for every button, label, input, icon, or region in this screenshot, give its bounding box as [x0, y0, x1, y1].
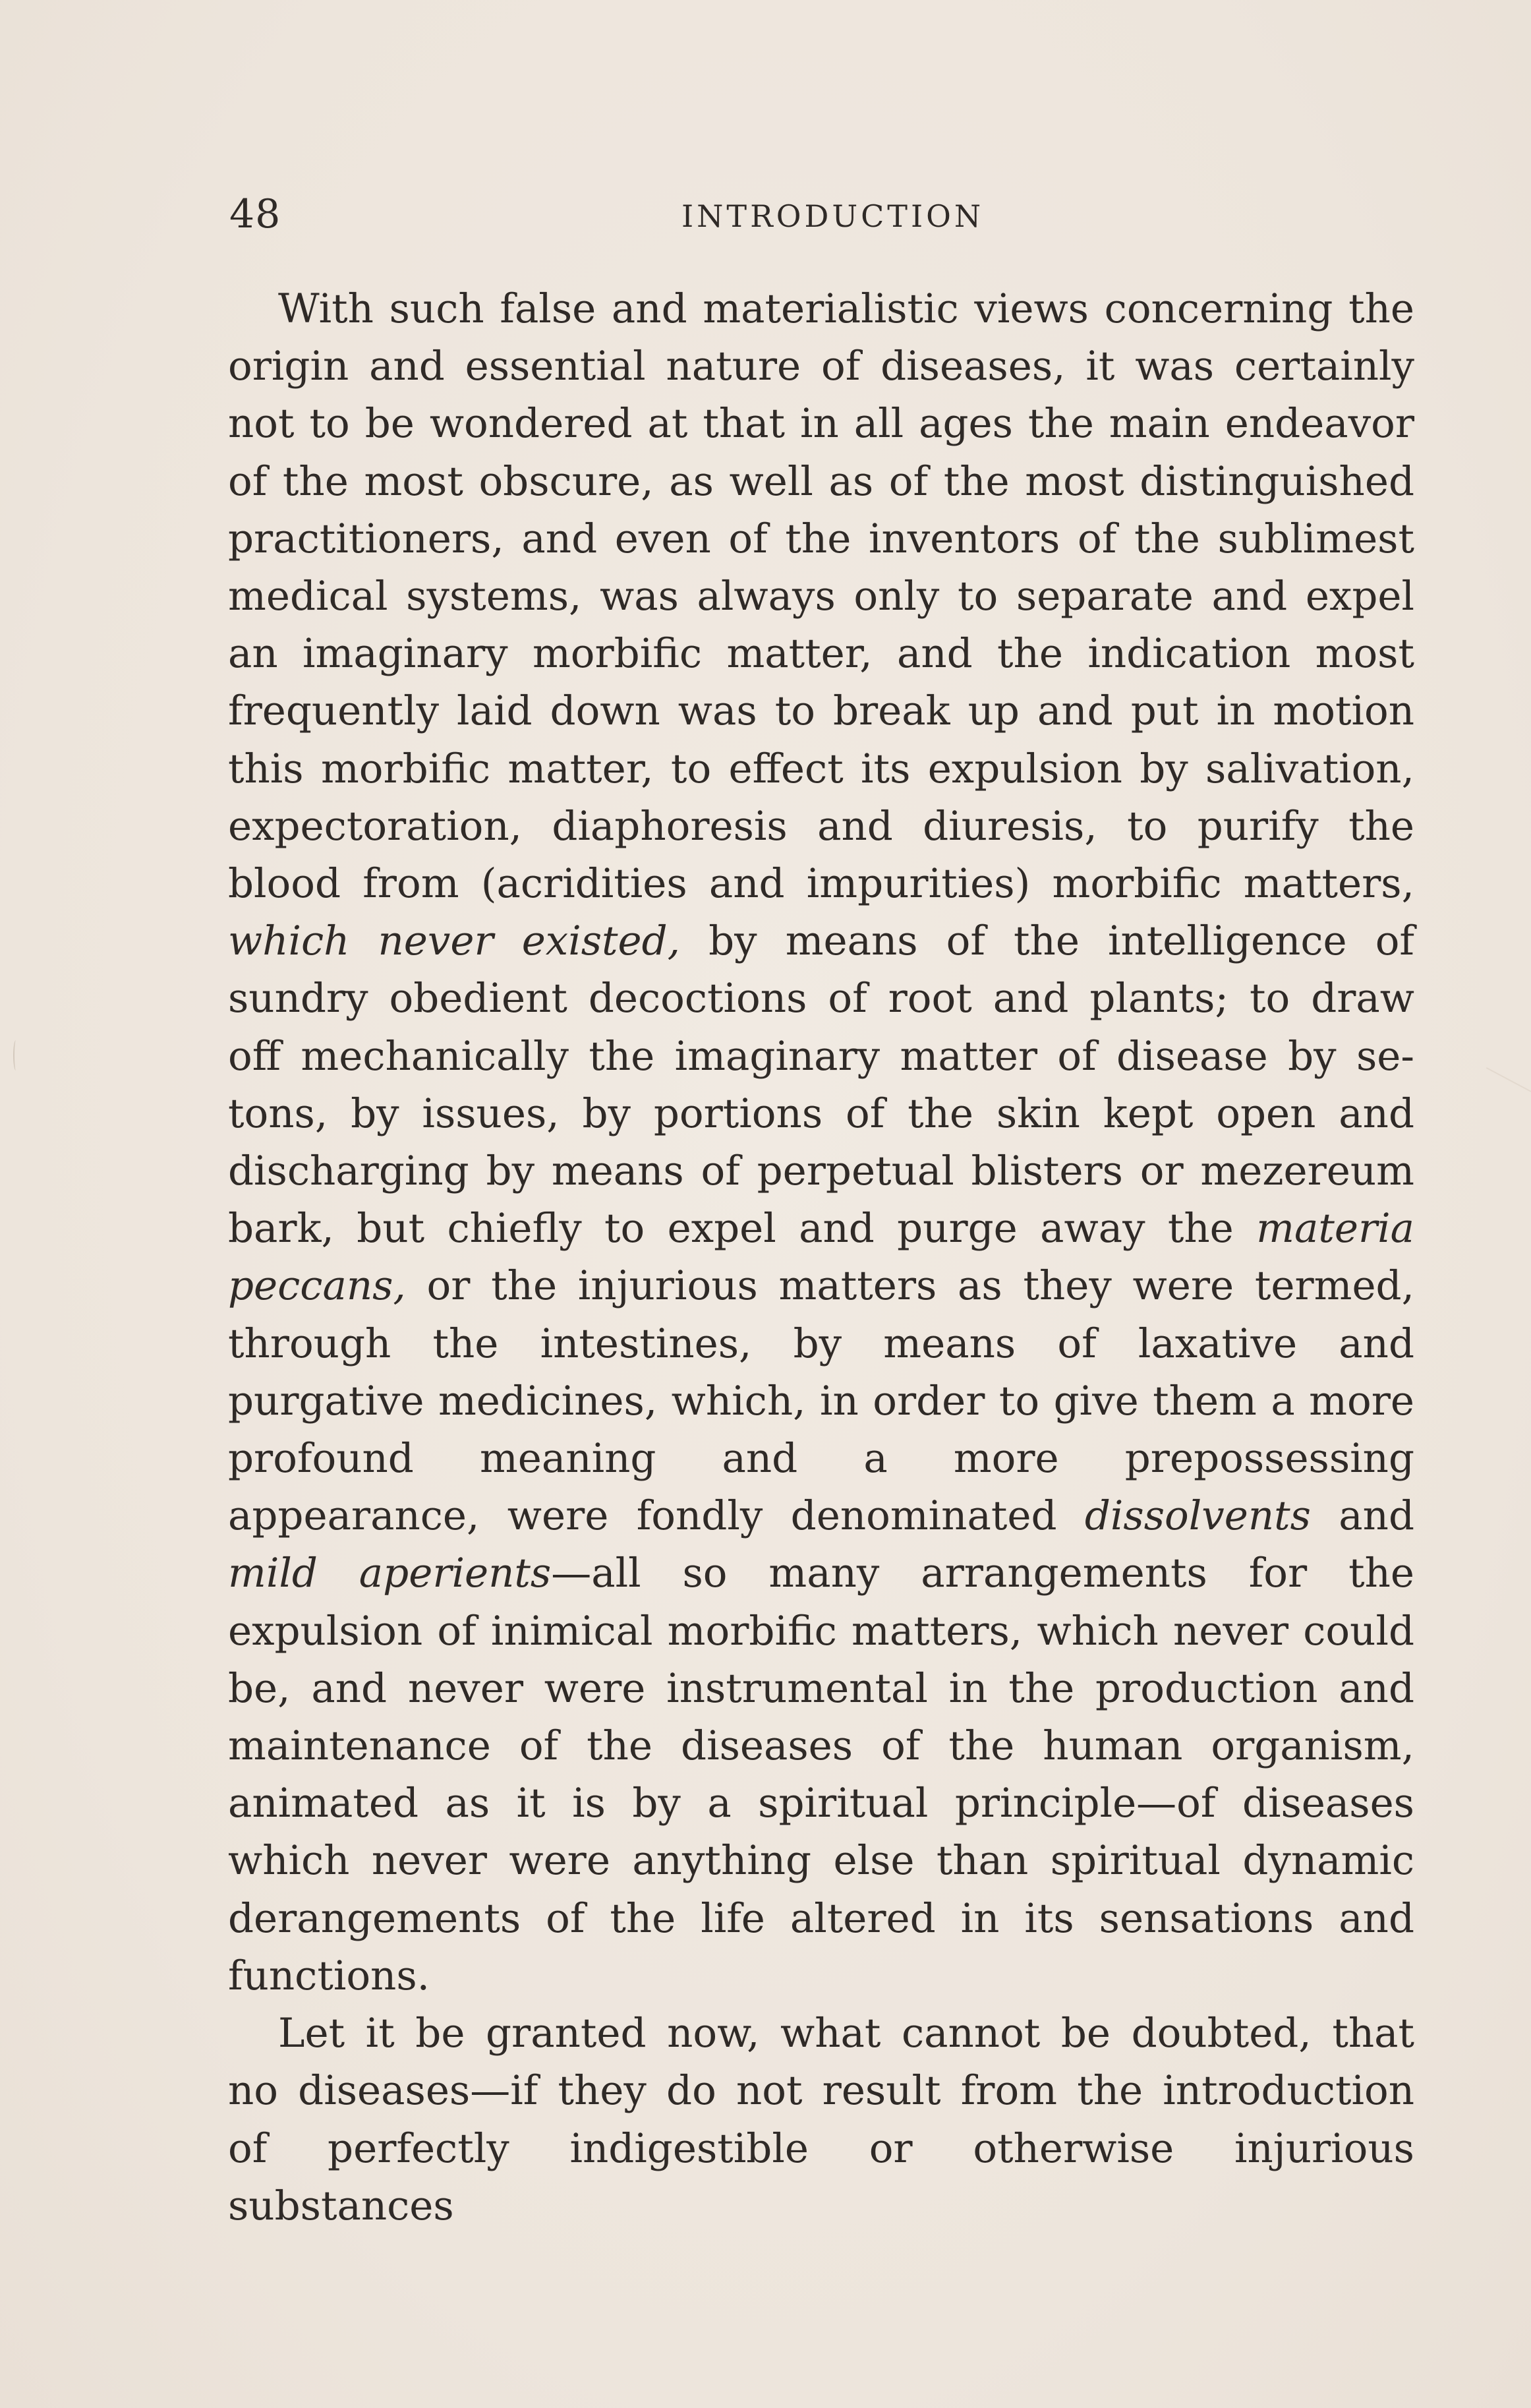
- page-edge-mark: [13, 1040, 18, 1071]
- paper-fiber-line: [1486, 1067, 1531, 1096]
- page-number: 48: [229, 191, 281, 237]
- paragraph-2: [228, 2005, 1414, 2235]
- text-segment: or the injurious matters as they were termed, through the intestines, by means of laxative and purgative medicines, which, in order to give them a more profound meaning and a more prepossessing appearance, were fondly denominated: [228, 1262, 1414, 1540]
- text-segment: —all so many arrangements for the expulsion of inimical morbific matters, which never could be, and never were instrumental in the production and maintenance of the diseases of the human organism, animated as it is by a spiritual principle—of diseases which never were anything else than spiritual dynamic derangements of the life altered in its sensations and functions.: [228, 1550, 1414, 1999]
- text-segment: by means of the intelligence of sundry obedient decoctions of root and plants; to draw off mechanically the imaginary matter of disease by setons, by issues, by portions of the skin kept open and discharging by means of perpetual blisters or mezereum bark, but chiefly to expel and purge away the: [228, 918, 1414, 1252]
- text-segment: Let it be granted now, what cannot be doubted, that no diseases—if they do not result from the introduction of perfectly indigestible or otherwise injurious substances: [228, 2010, 1414, 2229]
- text-segment: and: [1310, 1492, 1415, 1540]
- italic-segment: which never existed,: [228, 918, 681, 965]
- page-header: [229, 185, 1416, 244]
- text-segment: With such false and materialistic views concerning the origin and essential nature of diseases, it was certainly not to be wondered at that in all ages the main endeavor of the most obscure, as well as of the most distinguished practitioners, and even of the inventors of the sublimest medical systems, was always only to separate and expel an imaginary morbific matter, and the indication most frequently laid down was to break up and put in motion this morbific matter, to effect its expulsion by salivation, expectoration, diaphoresis and diuresis, to purify the blood from (acridities and impurities) morbific matters,: [228, 285, 1414, 908]
- italic-segment: mild aperients: [228, 1550, 552, 1597]
- italic-segment: dissolvents: [1084, 1492, 1311, 1540]
- body-text: [228, 280, 1414, 2235]
- paragraph-1: [228, 280, 1414, 2005]
- running-head: INTRODUCTION: [681, 198, 985, 234]
- italic-segment: materia peccans,: [228, 1205, 1414, 1310]
